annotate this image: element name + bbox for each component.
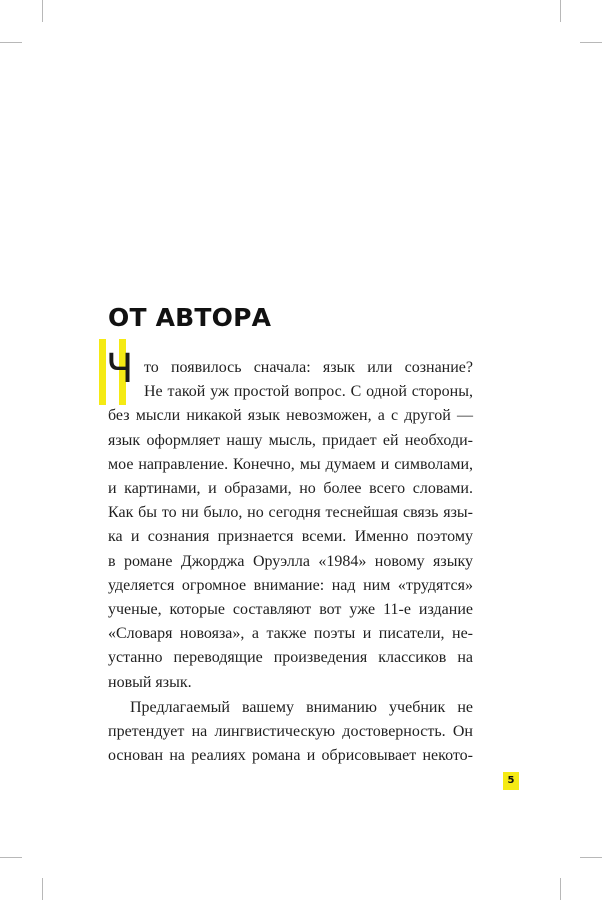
crop-mark-bottom-left-vertical	[42, 878, 43, 900]
crop-mark-top-left-vertical	[42, 0, 43, 22]
text-line: претендует на лингвистическую достоверность. Он	[108, 723, 473, 741]
text-line: «Словаря новояза», а также поэты и писатели, не-	[108, 625, 473, 643]
text-line: устанно переводящие произведения классиков на	[108, 649, 473, 667]
paragraph-2	[108, 696, 473, 769]
text-line: без мысли никакой язык невозможен, а с другой —	[108, 407, 473, 425]
crop-mark-bottom-right	[580, 857, 602, 858]
text-line: ка и сознания признается всеми. Именно поэтому	[108, 528, 473, 546]
drop-cap-bar-left	[99, 339, 106, 405]
text-line: в романе Джорджа Оруэлла «1984» новому языку	[108, 552, 473, 570]
crop-mark-top-right-vertical	[560, 0, 561, 22]
text-line: новый язык.	[108, 673, 192, 691]
text-line: уделяется огромное внимание: над ним «трудятся»	[108, 576, 473, 594]
crop-mark-top-right	[580, 42, 602, 43]
crop-mark-bottom-right-vertical	[560, 878, 561, 900]
body-text	[108, 356, 473, 768]
text-line: ученые, которые составляют вот уже 11-е издание	[108, 601, 473, 619]
crop-mark-bottom-left	[0, 857, 22, 858]
text-line: то появилось сначала: язык или сознание?	[144, 359, 473, 376]
text-line: мое направление. Конечно, мы думаем и символами,	[108, 455, 473, 473]
drop-cap-letter: Ч	[106, 346, 134, 392]
text-line: Как бы то ни было, но сегодня теснейшая связь язы-	[108, 504, 473, 522]
text-line: Не такой уж простой вопрос. С одной стороны,	[144, 383, 473, 401]
text-line: язык оформляет нашу мысль, придает ей необходи-	[108, 431, 473, 449]
page-number: 5	[503, 772, 519, 790]
section-heading: ОТ АВТОРА	[108, 303, 272, 332]
crop-mark-top-left	[0, 42, 22, 43]
text-line: Предлагаемый вашему вниманию учебник не	[130, 698, 473, 716]
text-line: и картинами, и образами, но более всего словами.	[108, 480, 473, 498]
paragraph-1	[108, 356, 473, 695]
text-line: основан на реалиях романа и обрисовывает некото-	[108, 747, 473, 765]
